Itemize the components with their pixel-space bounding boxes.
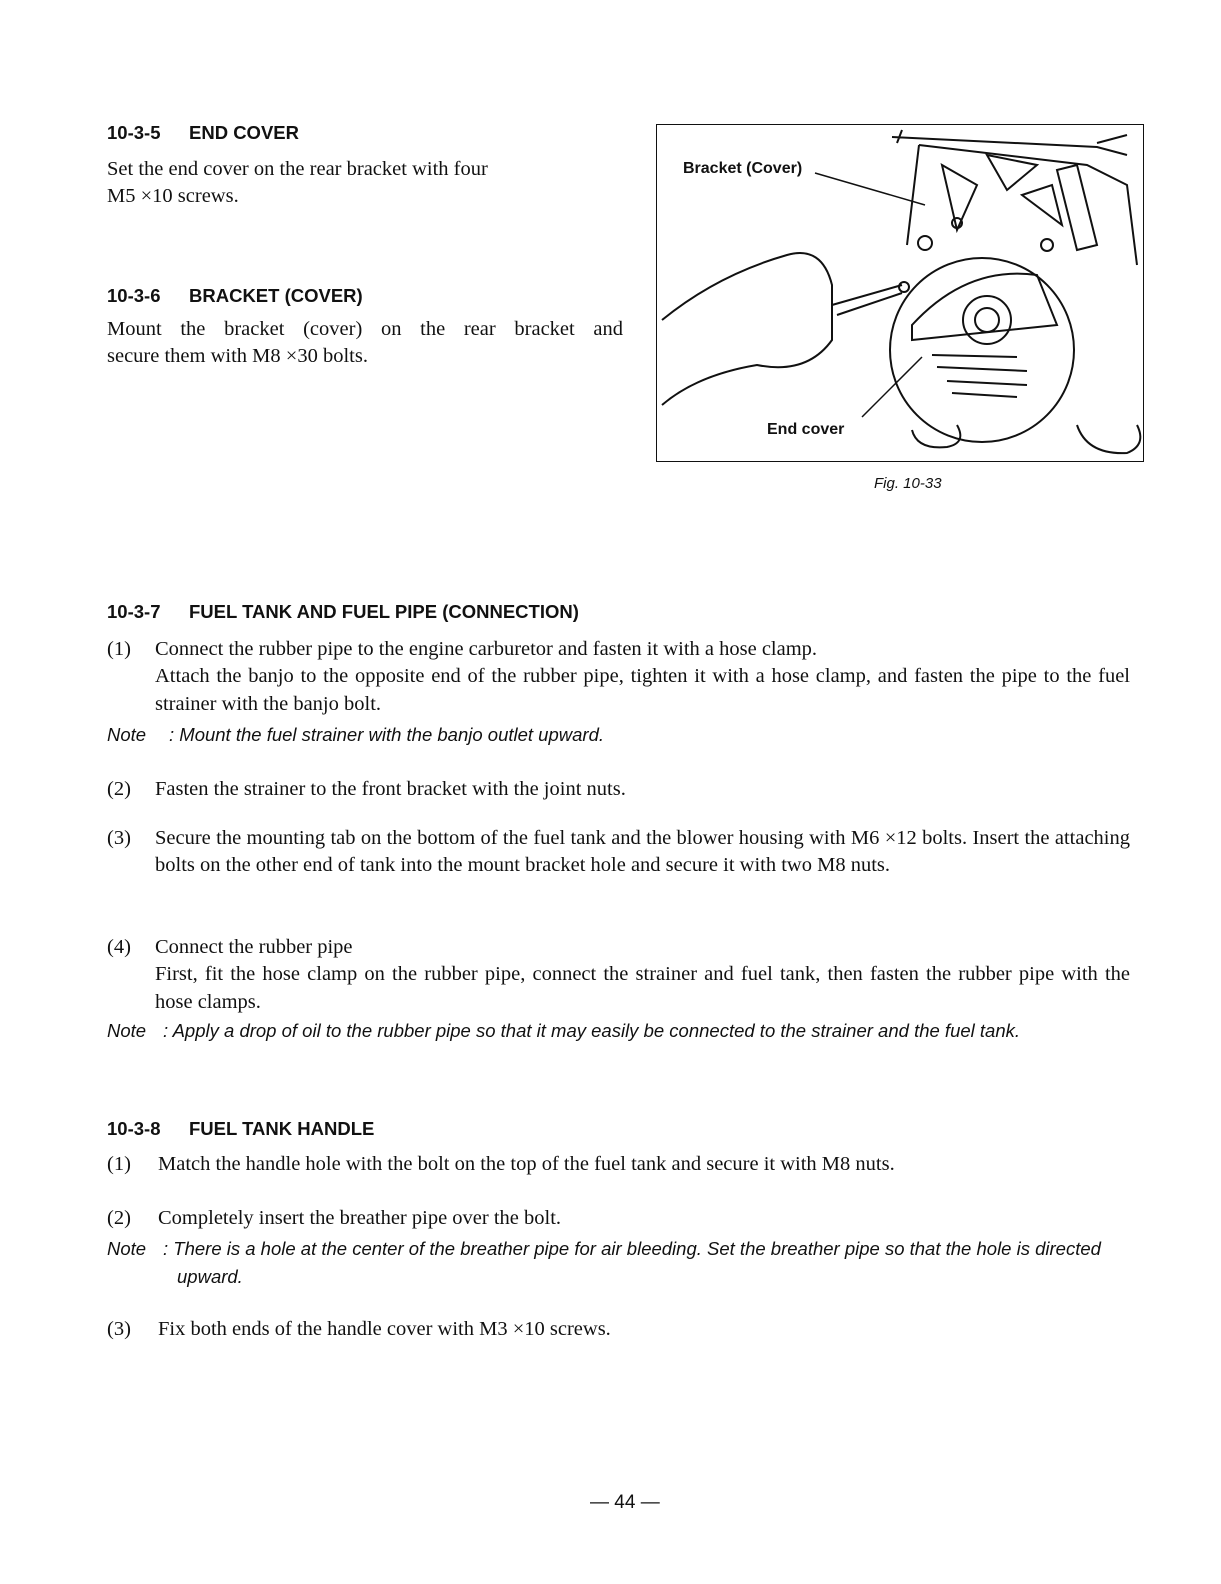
heading-fuel-tank-handle: 10-3-8 FUEL TANK HANDLE bbox=[107, 1118, 375, 1139]
heading-bracket-cover: 10-3-6 BRACKET (COVER) bbox=[107, 285, 363, 306]
step-3: (3) Secure the mounting tab on the bottom of the fuel tank and the blower housing with M6 ×12 bolts. Insert the attaching bolts on the other end of tank into the mount bracket hole and secure it with two M8 nuts. bbox=[107, 827, 1130, 877]
note-rubber-pipe: Note : Apply a drop of oil to the rubber pipe so that it may easily be connected to the strainer and the fuel tank. bbox=[107, 1020, 1020, 1041]
heading-fuel-tank-pipe: 10-3-7 FUEL TANK AND FUEL PIPE (CONNECTION) bbox=[107, 601, 579, 622]
page-number: — 44 — bbox=[590, 1492, 660, 1513]
figure-10-33 bbox=[656, 124, 1144, 462]
step-1: (1) Connect the rubber pipe to the engine carburetor and fasten it with a hose clamp. Attach the banjo to the opposite end of the rubber pipe, tighten it with a hose clamp, and fasten the pipe to the fuel strainer with the banjo bolt. bbox=[107, 638, 1130, 715]
label-bracket-cover: Bracket (Cover) bbox=[683, 160, 803, 177]
step-2: (2) Fasten the strainer to the front bracket with the joint nuts. bbox=[107, 778, 626, 800]
handle-step-3: (3) Fix both ends of the handle cover with M3 ×10 screws. bbox=[107, 1318, 611, 1340]
label-end-cover: End cover bbox=[767, 421, 845, 438]
end-cover-text: Set the end cover on the rear bracket with four M5 ×10 screws. bbox=[107, 158, 488, 208]
note-breather-pipe: Note : There is a hole at the center of the breather pipe for air bleeding. Set the breather pipe so that the hole is directed upward. bbox=[107, 1238, 1101, 1287]
bracket-cover-text: Mount the bracket (cover) on the rear bracket and secure them with M8 ×30 bolts. bbox=[107, 318, 623, 368]
step-4: (4) Connect the rubber pipe First, fit the hose clamp on the rubber pipe, connect the strainer and fuel tank, then fasten the rubber pipe with the hose clamps. bbox=[107, 936, 1130, 1013]
heading-end-cover: 10-3-5 END COVER bbox=[107, 122, 299, 143]
handle-step-1: (1) Match the handle hole with the bolt on the top of the fuel tank and secure it with M8 nuts. bbox=[107, 1153, 895, 1175]
note-strainer: Note : Mount the fuel strainer with the banjo outlet upward. bbox=[107, 724, 605, 745]
figure-caption: Fig. 10-33 bbox=[874, 475, 942, 492]
handle-step-2: (2) Completely insert the breather pipe over the bolt. bbox=[107, 1207, 562, 1229]
